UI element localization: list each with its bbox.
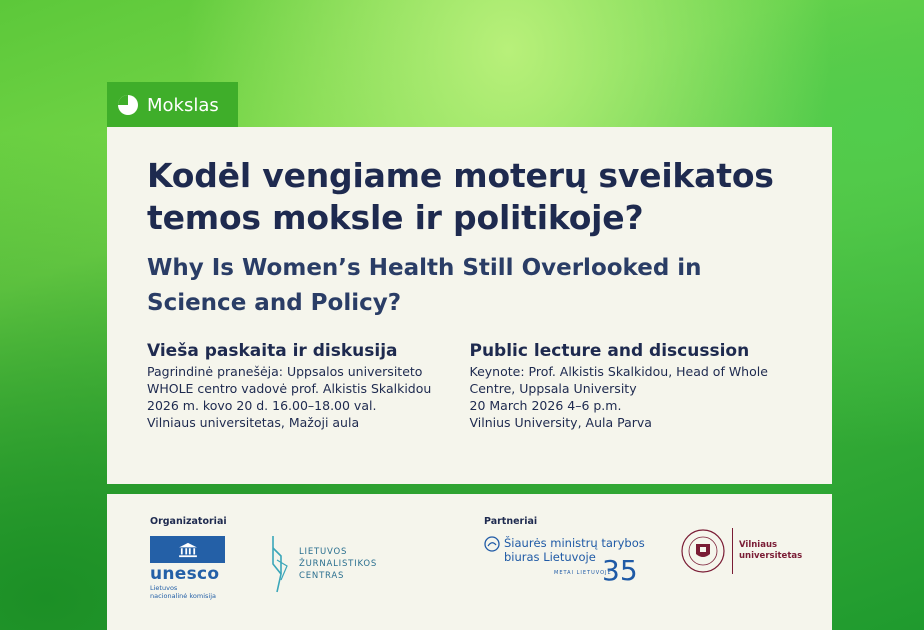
unesco-sub: Lietuvos: [150, 584, 178, 592]
organizers-label: Organizatoriai: [150, 516, 227, 527]
en-line: Vilnius University, Aula Parva: [469, 415, 652, 430]
vilnius-university-logo: [680, 528, 802, 574]
details-lithuanian: [147, 341, 470, 431]
half-circle-icon: [117, 94, 139, 116]
temple-icon: [150, 536, 225, 563]
details-english: [470, 341, 793, 431]
title-english: Why Is Women’s Health Still Overlooked in Science and Policy?: [147, 255, 702, 316]
en-line: Keynote: Prof. Alkistis Skalkidou, Head of Whole: [469, 364, 768, 379]
ljc-line: ŽURNALISTIKOS: [299, 559, 378, 569]
nordic-line: biuras Lietuvoje: [504, 550, 596, 564]
partners-label: Partneriai: [484, 516, 538, 527]
unesco-sub: nacionalinė komisija: [150, 592, 216, 600]
en-line: Centre, Uppsala University: [469, 381, 637, 396]
lt-heading: Vieša paskaita ir diskusija: [147, 341, 398, 361]
vu-line: universitetas: [739, 551, 803, 561]
category-badge: [107, 82, 238, 128]
ljc-line: CENTRAS: [299, 571, 345, 581]
ljc-line: LIETUVOS: [299, 547, 348, 557]
title-lithuanian: Kodėl vengiame moterų sveikatos temos moksle ir politikoje?: [147, 156, 774, 237]
swan-circle-icon: [484, 536, 500, 552]
university-seal-icon: [680, 528, 726, 574]
en-heading: Public lecture and discussion: [469, 341, 750, 361]
logos-footer: [107, 494, 832, 630]
nordic-anniversary: 35: [602, 554, 638, 587]
lt-line: Pagrindinė pranešėja: Uppsalos universiteto: [147, 364, 423, 379]
main-card: [107, 127, 832, 484]
lt-line: Vilniaus universitetas, Mažoji aula: [147, 415, 360, 430]
en-line: 20 March 2026 4–6 p.m.: [469, 398, 622, 413]
divider: [732, 528, 733, 574]
nordic-line: Šiaurės ministrų tarybos: [504, 536, 645, 550]
lt-line: WHOLE centro vadovė prof. Alkistis Skalkidou: [147, 381, 432, 396]
unesco-word: unesco: [150, 564, 220, 584]
unesco-logo: [150, 536, 230, 600]
nordic-sub: METAI LIETUVOJE: [554, 570, 612, 576]
ljc-logo: [267, 534, 377, 594]
nordic-council-logo: [484, 536, 664, 587]
event-details: [147, 341, 792, 431]
vu-line: Vilniaus: [739, 540, 778, 550]
badge-label: Mokslas: [147, 94, 219, 116]
ljc-mark-icon: [267, 534, 293, 594]
lt-line: 2026 m. kovo 20 d. 16.00–18.00 val.: [147, 398, 377, 413]
